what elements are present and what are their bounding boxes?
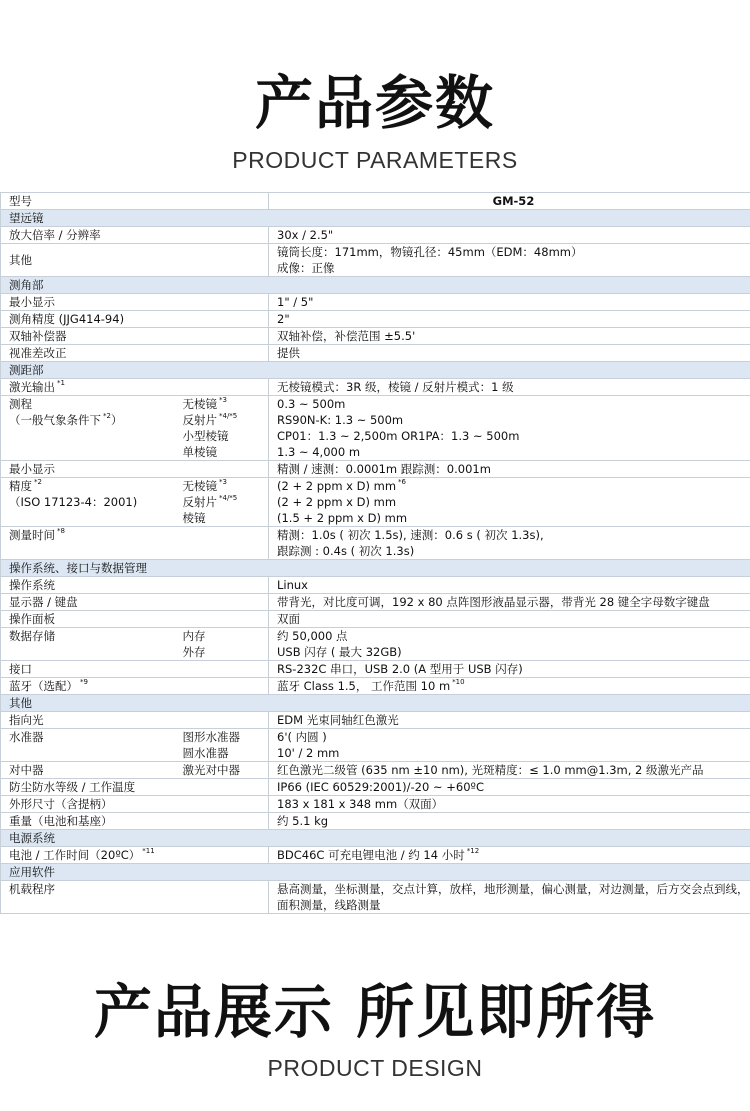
footnote-mark: *11 <box>142 847 155 855</box>
row-value <box>269 244 750 277</box>
row-label: 对中器 <box>1 762 175 779</box>
table-row <box>1 661 750 678</box>
row-label: 外形尺寸（含提柄） <box>1 796 269 813</box>
table-row <box>1 379 750 396</box>
row-label: 测量时间 $^{*8}$ <box>1 527 269 560</box>
row-label: 显示器 / 键盘 <box>1 594 269 611</box>
spec-table <box>0 192 750 914</box>
section-label: 望远镜 <box>1 210 750 227</box>
row-label: 数据存储 <box>1 628 175 661</box>
row-label: 水准器 <box>1 729 175 762</box>
row-label: 接口 <box>1 661 269 678</box>
table-row <box>1 847 750 864</box>
row-label: 精度 $^{*2}$ （ISO 17123-4：2001) <box>1 478 175 527</box>
row-value: 红色激光二级管 (635 nm ±10 nm), 光斑精度：≤ 1.0 mm@1.3m, 2 级激光产品 <box>269 762 750 779</box>
row-value: 无棱镜模式：3R 级，棱镜 / 反射片模式：1 级 <box>269 379 750 396</box>
table-row <box>1 396 750 461</box>
row-value: 183 x 181 x 348 mm（双面） <box>269 796 750 813</box>
row-value: (2 + 2 ppm x D) mm $^{*6}$ (2 + 2 ppm x D) mm (1.5 + 2 ppm x D) mm <box>269 478 750 527</box>
row-label: 机载程序 <box>1 881 269 914</box>
row-label: 防尘防水等级 / 工作温度 <box>1 779 269 796</box>
page-subtitle: PRODUCT PARAMETERS <box>232 147 518 173</box>
table-row <box>1 227 750 244</box>
section-label: 测距部 <box>1 362 750 379</box>
row-label: 最小显示 <box>1 461 269 478</box>
row-value: Linux <box>269 577 750 594</box>
row-value: EDM 光束同轴红色激光 <box>269 712 750 729</box>
table-row <box>1 762 750 779</box>
table-row <box>1 478 750 527</box>
footnote-mark: *2 <box>103 412 111 420</box>
row-label: 指向光 <box>1 712 269 729</box>
row-value: RS-232C 串口，USB 2.0 (A 型用于 USB 闪存) <box>269 661 750 678</box>
table-row <box>1 813 750 830</box>
row-label: 蓝牙（选配） $^{*9}$ <box>1 678 269 695</box>
row-label: 电池 / 工作时间（20ºC） $^{*11}$ <box>1 847 269 864</box>
row-value: 精测：1.0s ( 初次 1.5s), 速测：0.6 s ( 初次 1.3s), 跟踪测 : 0.4s ( 初次 1.3s) <box>269 527 750 560</box>
footnote-mark: *3 <box>219 478 227 486</box>
row-value: 约 50,000 点 USB 闪存 ( 最大 32GB) <box>269 628 750 661</box>
row-label: 最小显示 <box>1 294 269 311</box>
table-row <box>1 729 750 762</box>
table-row <box>1 328 750 345</box>
row-label: 操作系统 <box>1 577 269 594</box>
table-row <box>1 611 750 628</box>
model-label: 型号 <box>1 193 269 210</box>
section-title: 产品展示 所见即所得 <box>93 978 657 1046</box>
row-value: 0.3 ~ 500m RS90N-K: 1.3 ~ 500m CP01：1.3 ~ 2,500m OR1PA：1.3 ~ 500m 1.3 ~ 4,000 m <box>269 396 750 461</box>
row-label: 其他 <box>1 244 269 277</box>
footnote-mark: *2 <box>34 478 42 486</box>
row-value: 双面 <box>269 611 750 628</box>
section-power <box>1 830 750 847</box>
section-label: 测角部 <box>1 277 750 294</box>
table-row <box>1 294 750 311</box>
value-line: 镜筒长度：171mm，物镜孔径：45mm（EDM：48mm） <box>277 245 583 259</box>
section-label: 电源系统 <box>1 830 750 847</box>
row-label: 操作面板 <box>1 611 269 628</box>
section-angle <box>1 277 750 294</box>
footnote-mark: *4/*5 <box>219 412 238 420</box>
row-value: 约 5.1 kg <box>269 813 750 830</box>
table-row <box>1 779 750 796</box>
row-label: 视准差改正 <box>1 345 269 362</box>
table-row <box>1 678 750 695</box>
table-row <box>1 881 750 914</box>
table-row <box>1 712 750 729</box>
row-sublabels: 内存 外存 <box>175 628 269 661</box>
row-value: 提供 <box>269 345 750 362</box>
table-row <box>1 628 750 661</box>
row-sublabels: 图形水准器 圆水准器 <box>175 729 269 762</box>
row-value: IP66 (IEC 60529:2001)/-20 ~ +60ºC <box>269 779 750 796</box>
section-subtitle: PRODUCT DESIGN <box>267 1055 483 1081</box>
table-row <box>1 577 750 594</box>
row-label: 放大倍率 / 分辨率 <box>1 227 269 244</box>
page-title: 产品参数 <box>254 69 495 137</box>
model-value: GM-52 <box>269 193 750 210</box>
row-label: 重量（电池和基座） <box>1 813 269 830</box>
section-system <box>1 560 750 577</box>
row-label: 激光输出 $^{*1}$ <box>1 379 269 396</box>
footnote-mark: *8 <box>57 527 65 535</box>
footnote-mark: *1 <box>57 379 65 387</box>
table-row <box>1 461 750 478</box>
row-value: 2" <box>269 311 750 328</box>
footnote-mark: *10 <box>452 678 465 686</box>
section-software <box>1 864 750 881</box>
table-row <box>1 594 750 611</box>
section-label: 其他 <box>1 695 750 712</box>
section-distance <box>1 362 750 379</box>
table-row <box>1 311 750 328</box>
section-other <box>1 695 750 712</box>
footnote-mark: *6 <box>398 478 407 486</box>
table-row <box>1 796 750 813</box>
row-label: 测程 （一般气象条件下 $^{*2}$） <box>1 396 175 461</box>
row-value: 带背光，对比度可调，192 x 80 点阵图形液晶显示器，带背光 28 键全字母数字键盘 <box>269 594 750 611</box>
row-value: 蓝牙 Class 1.5， 工作范围 10 m $^{*10}$ <box>269 678 750 695</box>
row-sublabels: 无棱镜 $^{*3}$ 反射片 $^{*4/*5}$ 小型棱镜 单棱镜 <box>175 396 269 461</box>
table-row <box>1 527 750 560</box>
footnote-mark: *4/*5 <box>219 494 238 502</box>
row-value: BDC46C 可充电锂电池 / 约 14 小时 $^{*12}$ <box>269 847 750 864</box>
row-sublabels: 无棱镜 $^{*3}$ 反射片 $^{*4/*5}$ 棱镜 <box>175 478 269 527</box>
row-label: 测角精度 (JJG414-94) <box>1 311 269 328</box>
footnote-mark: *3 <box>219 396 227 404</box>
table-row <box>1 193 750 210</box>
row-sublabel: 激光对中器 <box>175 762 269 779</box>
row-value: 30x / 2.5" <box>269 227 750 244</box>
row-label: 双轴补偿器 <box>1 328 269 345</box>
row-value: 悬高测量，坐标测量，交点计算，放样，地形测量，偏心测量，对边测量，后方交会点到线，面积测量，线路测量 <box>269 881 750 914</box>
table-row <box>1 244 750 277</box>
footnote-mark: *9 <box>80 678 88 686</box>
table-row <box>1 345 750 362</box>
row-value: 6'( 内圆 ) 10' / 2 mm <box>269 729 750 762</box>
section-label: 操作系统、接口与数据管理 <box>1 560 750 577</box>
footnote-mark: *12 <box>466 847 480 855</box>
row-value: 1" / 5" <box>269 294 750 311</box>
value-line: 成像：正像 <box>277 261 335 275</box>
row-value: 双轴补偿，补偿范围 ±5.5' <box>269 328 750 345</box>
row-value: 精测 / 速测：0.0001m 跟踪测：0.001m <box>269 461 750 478</box>
section-telescope <box>1 210 750 227</box>
section-label: 应用软件 <box>1 864 750 881</box>
